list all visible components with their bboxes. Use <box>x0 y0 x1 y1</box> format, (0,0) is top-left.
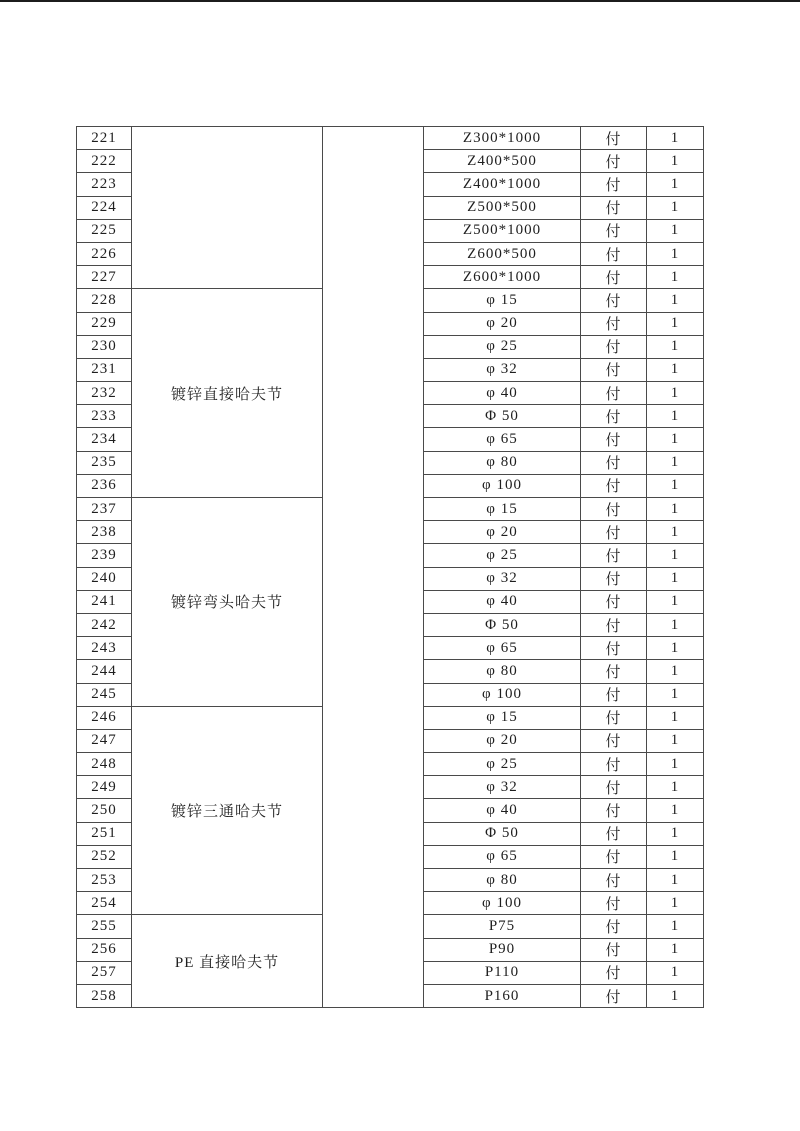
unit-cell: 付 <box>581 706 647 729</box>
row-number-cell: 256 <box>77 938 132 961</box>
item-name-cell: 镀锌弯头哈夫节 <box>132 498 323 707</box>
spec-table <box>76 126 704 1008</box>
row-number-cell: 232 <box>77 382 132 405</box>
unit-cell: 付 <box>581 266 647 289</box>
qty-cell: 1 <box>647 405 704 428</box>
spec-cell: φ 65 <box>424 637 581 660</box>
qty-cell: 1 <box>647 382 704 405</box>
spec-cell: φ 65 <box>424 845 581 868</box>
qty-cell: 1 <box>647 567 704 590</box>
row-number-cell: 251 <box>77 822 132 845</box>
qty-cell: 1 <box>647 196 704 219</box>
spec-cell: φ 80 <box>424 451 581 474</box>
unit-cell: 付 <box>581 660 647 683</box>
spec-cell: φ 80 <box>424 869 581 892</box>
qty-cell: 1 <box>647 637 704 660</box>
item-name-cell: 镀锌直接哈夫节 <box>132 289 323 498</box>
row-number-cell: 252 <box>77 845 132 868</box>
unit-cell: 付 <box>581 892 647 915</box>
spec-cell: φ 32 <box>424 358 581 381</box>
qty-cell: 1 <box>647 753 704 776</box>
unit-cell: 付 <box>581 428 647 451</box>
row-number-cell: 240 <box>77 567 132 590</box>
table-row <box>77 127 704 150</box>
spec-cell: φ 100 <box>424 892 581 915</box>
spec-cell: Z500*500 <box>424 196 581 219</box>
spec-cell: Φ 50 <box>424 613 581 636</box>
unit-cell: 付 <box>581 451 647 474</box>
spec-cell: φ 40 <box>424 590 581 613</box>
qty-cell: 1 <box>647 706 704 729</box>
unit-cell: 付 <box>581 961 647 984</box>
row-number-cell: 231 <box>77 358 132 381</box>
unit-cell: 付 <box>581 869 647 892</box>
qty-cell: 1 <box>647 776 704 799</box>
qty-cell: 1 <box>647 474 704 497</box>
unit-cell: 付 <box>581 173 647 196</box>
unit-cell: 付 <box>581 799 647 822</box>
spec-cell: φ 80 <box>424 660 581 683</box>
page-top-rule <box>0 0 800 2</box>
spec-cell: φ 32 <box>424 567 581 590</box>
qty-cell: 1 <box>647 613 704 636</box>
spec-cell: Z400*1000 <box>424 173 581 196</box>
row-number-cell: 229 <box>77 312 132 335</box>
row-number-cell: 245 <box>77 683 132 706</box>
unit-cell: 付 <box>581 196 647 219</box>
unit-cell: 付 <box>581 127 647 150</box>
unit-cell: 付 <box>581 683 647 706</box>
qty-cell: 1 <box>647 915 704 938</box>
spec-cell: φ 65 <box>424 428 581 451</box>
row-number-cell: 254 <box>77 892 132 915</box>
unit-cell: 付 <box>581 753 647 776</box>
qty-cell: 1 <box>647 544 704 567</box>
row-number-cell: 257 <box>77 961 132 984</box>
row-number-cell: 225 <box>77 219 132 242</box>
row-number-cell: 237 <box>77 498 132 521</box>
row-number-cell: 227 <box>77 266 132 289</box>
row-number-cell: 243 <box>77 637 132 660</box>
row-number-cell: 239 <box>77 544 132 567</box>
spec-table-body <box>77 127 704 1008</box>
unit-cell: 付 <box>581 521 647 544</box>
qty-cell: 1 <box>647 150 704 173</box>
spec-cell: φ 40 <box>424 799 581 822</box>
unit-cell: 付 <box>581 637 647 660</box>
row-number-cell: 222 <box>77 150 132 173</box>
row-number-cell: 244 <box>77 660 132 683</box>
qty-cell: 1 <box>647 660 704 683</box>
row-number-cell: 241 <box>77 590 132 613</box>
item-name-cell: PE 直接哈夫节 <box>132 915 323 1008</box>
spec-cell: φ 15 <box>424 289 581 312</box>
qty-cell: 1 <box>647 590 704 613</box>
qty-cell: 1 <box>647 845 704 868</box>
qty-cell: 1 <box>647 984 704 1007</box>
row-number-cell: 253 <box>77 869 132 892</box>
spec-cell: P160 <box>424 984 581 1007</box>
spec-cell: φ 25 <box>424 544 581 567</box>
spec-cell: φ 100 <box>424 474 581 497</box>
unit-cell: 付 <box>581 358 647 381</box>
row-number-cell: 228 <box>77 289 132 312</box>
qty-cell: 1 <box>647 266 704 289</box>
unit-cell: 付 <box>581 729 647 752</box>
unit-cell: 付 <box>581 405 647 428</box>
spec-cell: φ 15 <box>424 498 581 521</box>
row-number-cell: 258 <box>77 984 132 1007</box>
row-number-cell: 226 <box>77 242 132 265</box>
qty-cell: 1 <box>647 219 704 242</box>
spec-cell: Z300*1000 <box>424 127 581 150</box>
qty-cell: 1 <box>647 242 704 265</box>
unit-cell: 付 <box>581 938 647 961</box>
qty-cell: 1 <box>647 938 704 961</box>
row-number-cell: 235 <box>77 451 132 474</box>
unit-cell: 付 <box>581 822 647 845</box>
spec-cell: φ 100 <box>424 683 581 706</box>
spec-cell: Φ 50 <box>424 405 581 428</box>
qty-cell: 1 <box>647 358 704 381</box>
unit-cell: 付 <box>581 915 647 938</box>
spacer-cell <box>323 127 424 1008</box>
qty-cell: 1 <box>647 289 704 312</box>
spec-cell: Z600*1000 <box>424 266 581 289</box>
spec-cell: Z500*1000 <box>424 219 581 242</box>
spec-cell: Φ 50 <box>424 822 581 845</box>
unit-cell: 付 <box>581 382 647 405</box>
unit-cell: 付 <box>581 984 647 1007</box>
item-name-cell: 镀锌三通哈夫节 <box>132 706 323 915</box>
qty-cell: 1 <box>647 822 704 845</box>
row-number-cell: 224 <box>77 196 132 219</box>
row-number-cell: 233 <box>77 405 132 428</box>
row-number-cell: 247 <box>77 729 132 752</box>
qty-cell: 1 <box>647 799 704 822</box>
unit-cell: 付 <box>581 289 647 312</box>
unit-cell: 付 <box>581 544 647 567</box>
item-name-cell <box>132 127 323 289</box>
spec-cell: φ 20 <box>424 729 581 752</box>
unit-cell: 付 <box>581 150 647 173</box>
spec-cell: φ 32 <box>424 776 581 799</box>
row-number-cell: 223 <box>77 173 132 196</box>
row-number-cell: 238 <box>77 521 132 544</box>
row-number-cell: 236 <box>77 474 132 497</box>
spec-cell: φ 25 <box>424 335 581 358</box>
qty-cell: 1 <box>647 521 704 544</box>
unit-cell: 付 <box>581 498 647 521</box>
spec-cell: φ 15 <box>424 706 581 729</box>
spec-cell: P90 <box>424 938 581 961</box>
spec-cell: P75 <box>424 915 581 938</box>
qty-cell: 1 <box>647 498 704 521</box>
qty-cell: 1 <box>647 729 704 752</box>
spec-cell: P110 <box>424 961 581 984</box>
qty-cell: 1 <box>647 451 704 474</box>
unit-cell: 付 <box>581 613 647 636</box>
qty-cell: 1 <box>647 335 704 358</box>
row-number-cell: 246 <box>77 706 132 729</box>
qty-cell: 1 <box>647 312 704 335</box>
qty-cell: 1 <box>647 892 704 915</box>
unit-cell: 付 <box>581 312 647 335</box>
row-number-cell: 234 <box>77 428 132 451</box>
qty-cell: 1 <box>647 869 704 892</box>
qty-cell: 1 <box>647 127 704 150</box>
unit-cell: 付 <box>581 845 647 868</box>
unit-cell: 付 <box>581 335 647 358</box>
unit-cell: 付 <box>581 590 647 613</box>
spec-cell: φ 40 <box>424 382 581 405</box>
spec-cell: φ 20 <box>424 521 581 544</box>
spec-cell: Z400*500 <box>424 150 581 173</box>
unit-cell: 付 <box>581 242 647 265</box>
row-number-cell: 221 <box>77 127 132 150</box>
qty-cell: 1 <box>647 428 704 451</box>
unit-cell: 付 <box>581 219 647 242</box>
spec-cell: φ 25 <box>424 753 581 776</box>
row-number-cell: 250 <box>77 799 132 822</box>
row-number-cell: 249 <box>77 776 132 799</box>
unit-cell: 付 <box>581 474 647 497</box>
qty-cell: 1 <box>647 173 704 196</box>
qty-cell: 1 <box>647 961 704 984</box>
row-number-cell: 230 <box>77 335 132 358</box>
row-number-cell: 255 <box>77 915 132 938</box>
spec-cell: φ 20 <box>424 312 581 335</box>
qty-cell: 1 <box>647 683 704 706</box>
row-number-cell: 248 <box>77 753 132 776</box>
unit-cell: 付 <box>581 567 647 590</box>
row-number-cell: 242 <box>77 613 132 636</box>
unit-cell: 付 <box>581 776 647 799</box>
spec-cell: Z600*500 <box>424 242 581 265</box>
